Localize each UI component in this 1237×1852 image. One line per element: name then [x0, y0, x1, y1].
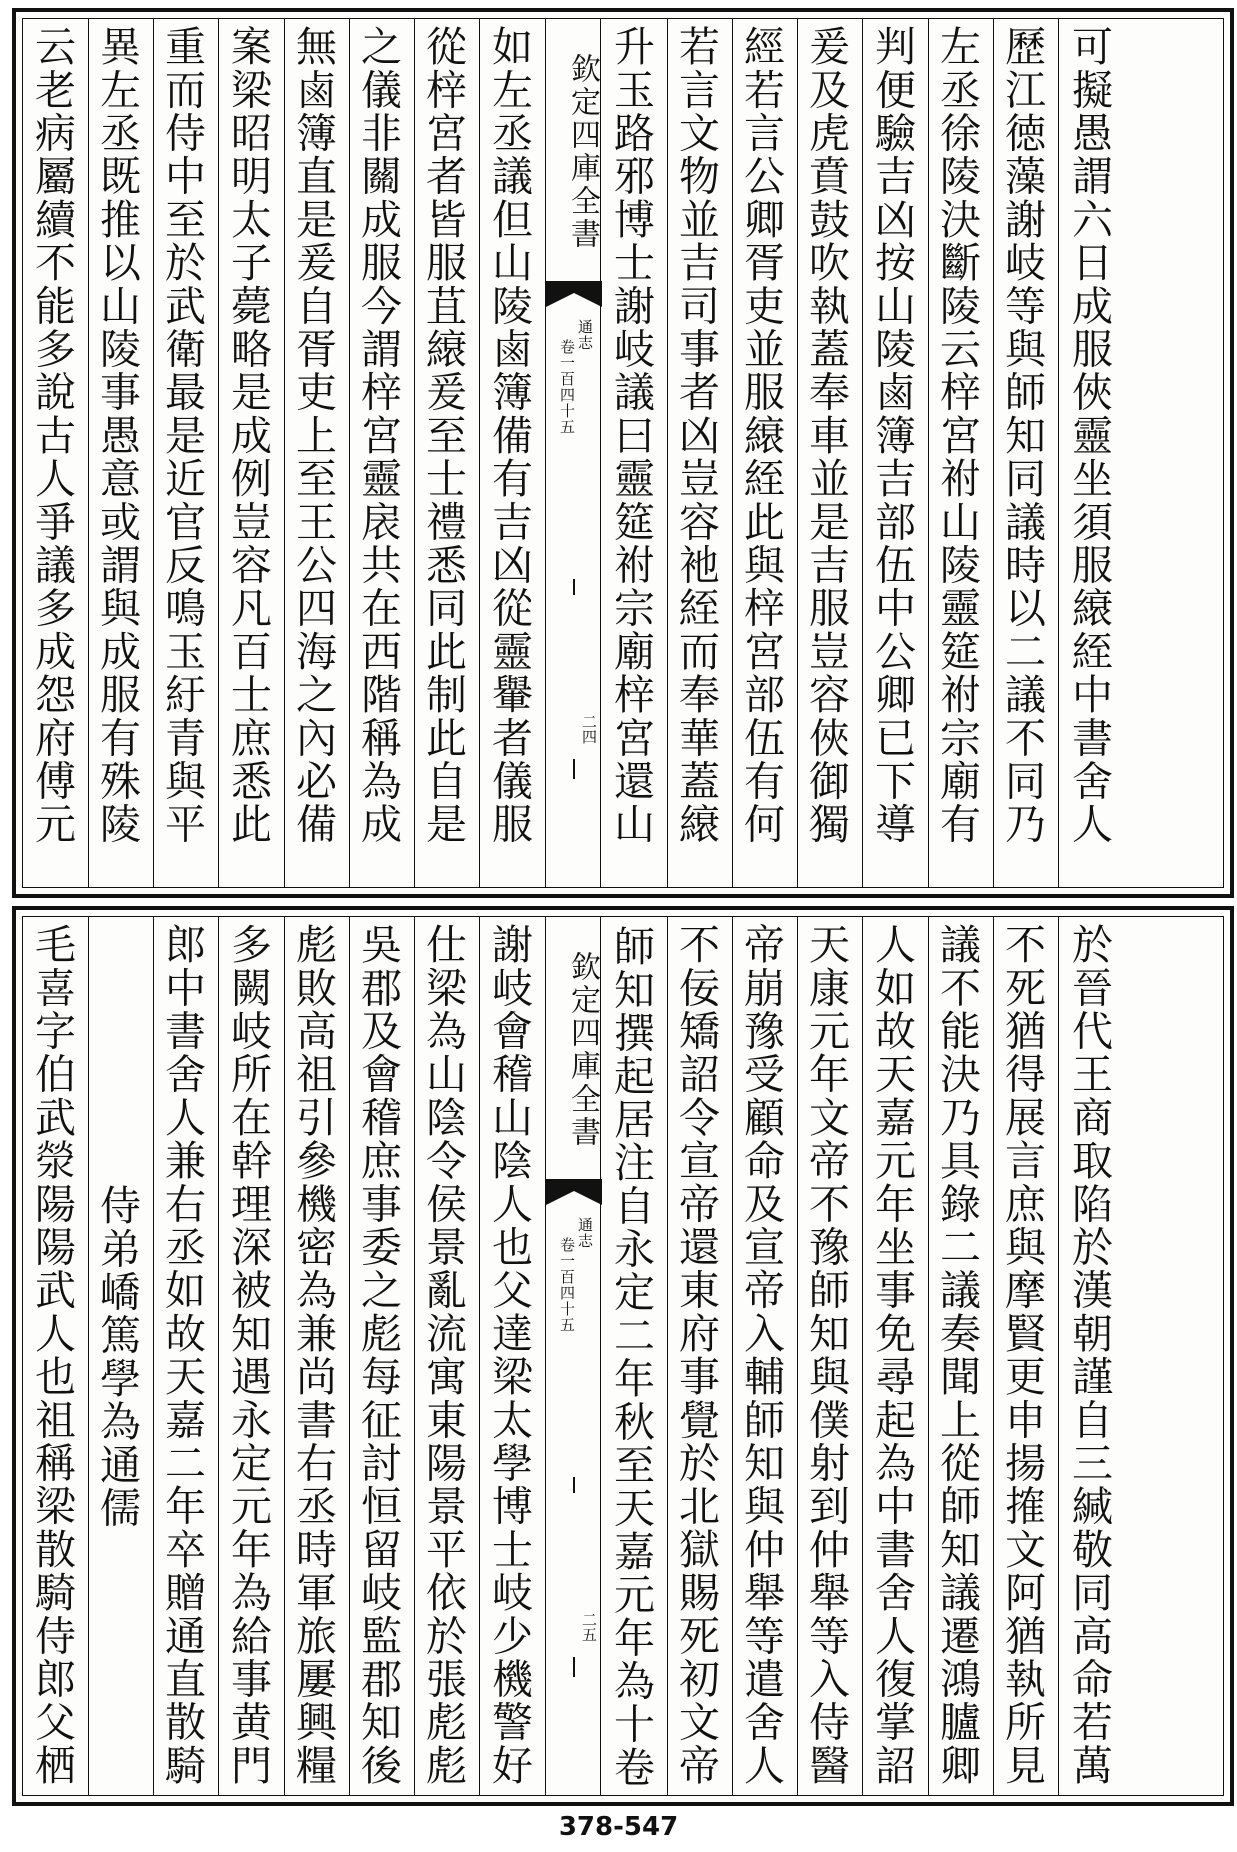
column-text: 判便驗吉凶按山陵鹵簿吉部伍中公卿已下導 [868, 25, 916, 846]
text-column [88, 19, 153, 887]
text-column [862, 19, 928, 887]
column-text: 升玉路邪博士謝岐議曰靈筵祔宗廟梓宮還山 [607, 25, 655, 846]
column-text: 仕梁為山陰令侯景亂流寓東陽景平依於張彪彪 [419, 923, 467, 1787]
center-title: 欽定四庫全書 [565, 52, 600, 251]
text-column [218, 19, 284, 887]
column-text: 議不能決乃具錄二議奏聞上從師知議遷鴻臚卿 [933, 923, 981, 1787]
column-text: 多闕岐所在幹理深被知遇永定元年為給事黄門 [224, 923, 272, 1787]
text-column [601, 19, 667, 887]
text-column [732, 19, 797, 887]
text-column [993, 917, 1058, 1795]
center-page-number: 二四 [580, 714, 598, 744]
text-column [667, 917, 732, 1795]
column-text: 從梓宮者皆服苴縗爰至士禮悉同此制此自是 [419, 25, 467, 846]
text-column [284, 19, 349, 887]
column-text: 毛喜字伯武滎陽陽武人也祖稱梁散騎侍郎父栖 [28, 923, 76, 1787]
column-text: 師知撰起居注自永定二年秋至天嘉元年為十卷 [607, 925, 655, 1789]
column-text: 吳郡及會稽庶事委之彪每征討恒留岐監郡知後 [354, 923, 402, 1787]
center-rule [573, 759, 575, 779]
text-column [349, 19, 414, 887]
text-column [479, 917, 545, 1795]
fishtail-mark [546, 1179, 602, 1205]
center-volume: 卷一百四十五 [558, 339, 576, 435]
column-text: 案梁昭明太子薨略是成例豈容凡百士庶悉此 [224, 25, 272, 846]
center-title: 欽定四庫全書 [565, 950, 600, 1149]
column-text: 不死猶得展言庶與摩賢更申揚搉文阿猶執所見 [998, 923, 1046, 1787]
center-book-title: 通志 [576, 1217, 594, 1249]
column-text: 爰及虎賁鼓吹執蓋奉車並是吉服豈容俠御獨 [802, 25, 850, 846]
text-column [23, 917, 88, 1795]
text-column [928, 917, 993, 1795]
text-column [479, 19, 545, 887]
column-text: 可擬愚謂六日成服俠靈坐須服縗絰中書舍人 [1065, 25, 1113, 846]
column-text: 之儀非關成服今謂梓宮靈扆共在西階稱為成 [354, 25, 402, 846]
column-text: 經若言公卿胥吏並服縗絰此與梓宮部伍有何 [737, 25, 785, 846]
column-text: 云老病屬續不能多說古人爭議多成怨府傅元 [28, 25, 76, 846]
text-column [23, 19, 88, 887]
text-column [993, 19, 1058, 887]
text-column [1058, 19, 1125, 887]
center-fold-column [545, 917, 601, 1795]
text-column [928, 19, 993, 887]
text-column [797, 19, 862, 887]
center-book-title: 通志 [576, 319, 594, 351]
text-column [218, 917, 284, 1795]
column-text: 左丞徐陵決斷陵云梓宮祔山陵靈筵祔宗廟有 [933, 25, 981, 846]
center-fold-column [545, 19, 601, 887]
column-text: 人如故天嘉元年坐事免尋起為中書舍人復掌詔 [868, 923, 916, 1787]
fishtail-mark [546, 281, 602, 307]
text-column [349, 917, 414, 1795]
text-column [862, 917, 928, 1795]
center-rule [573, 579, 575, 595]
column-text: 彪敗高祖引參機密為兼尚書右丞時軍旅屢興糧 [289, 923, 337, 1787]
column-text: 重而侍中至於武衛最是近官反鳴玉紆青與平 [158, 25, 206, 846]
text-column [153, 19, 218, 887]
text-column [88, 917, 153, 1795]
center-volume: 卷一百四十五 [558, 1237, 576, 1333]
text-column [601, 917, 667, 1795]
column-text: 謝岐會稽山陰人也父達梁太學博士岐少機警好 [485, 923, 533, 1787]
column-text: 郎中書舍人兼右丞如故天嘉二年卒贈通直散騎 [158, 923, 206, 1787]
column-text: 異左丞既推以山陵事愚意或謂與成服有殊陵 [93, 25, 141, 846]
text-column [667, 19, 732, 887]
top-page [12, 8, 1234, 898]
column-text: 若言文物並吉司事者凶豈容衪絰而奉華蓋縗 [672, 25, 720, 846]
text-column [797, 917, 862, 1795]
text-column [414, 19, 479, 887]
center-rule [573, 1477, 575, 1493]
column-text: 侍弟嶠篤學為通儒 [93, 1184, 141, 1530]
text-column [153, 917, 218, 1795]
column-text: 於晉代王商取陷於漢朝謹自三緘敬同高命若萬 [1065, 923, 1113, 1787]
bottom-page-frame [22, 916, 1224, 1796]
bottom-page [12, 906, 1234, 1806]
page-footer-number: 378-547 [558, 1812, 679, 1842]
column-text: 如左丞議但山陵鹵簿備有吉凶從靈轝者儀服 [485, 25, 533, 846]
column-text: 不佞矯詔令宣帝還東府事覺於北獄賜死初文帝 [672, 923, 720, 1787]
text-column [1058, 917, 1125, 1795]
center-page-number: 二五 [580, 1612, 598, 1642]
column-text: 無鹵簿直是爰自胥吏上至王公四海之內必備 [289, 25, 337, 846]
column-text: 帝崩豫受顧命及宣帝入輔師知與仲舉等遣舍人 [737, 923, 785, 1787]
column-text: 歷江徳藻謝岐等與師知同議時以二議不同乃 [998, 25, 1046, 846]
top-page-frame [22, 18, 1224, 888]
text-column [732, 917, 797, 1795]
text-column [414, 917, 479, 1795]
center-rule [573, 1657, 575, 1677]
text-column [284, 917, 349, 1795]
column-text: 天康元年文帝不豫師知與僕射到仲舉等入侍醫 [802, 923, 850, 1787]
